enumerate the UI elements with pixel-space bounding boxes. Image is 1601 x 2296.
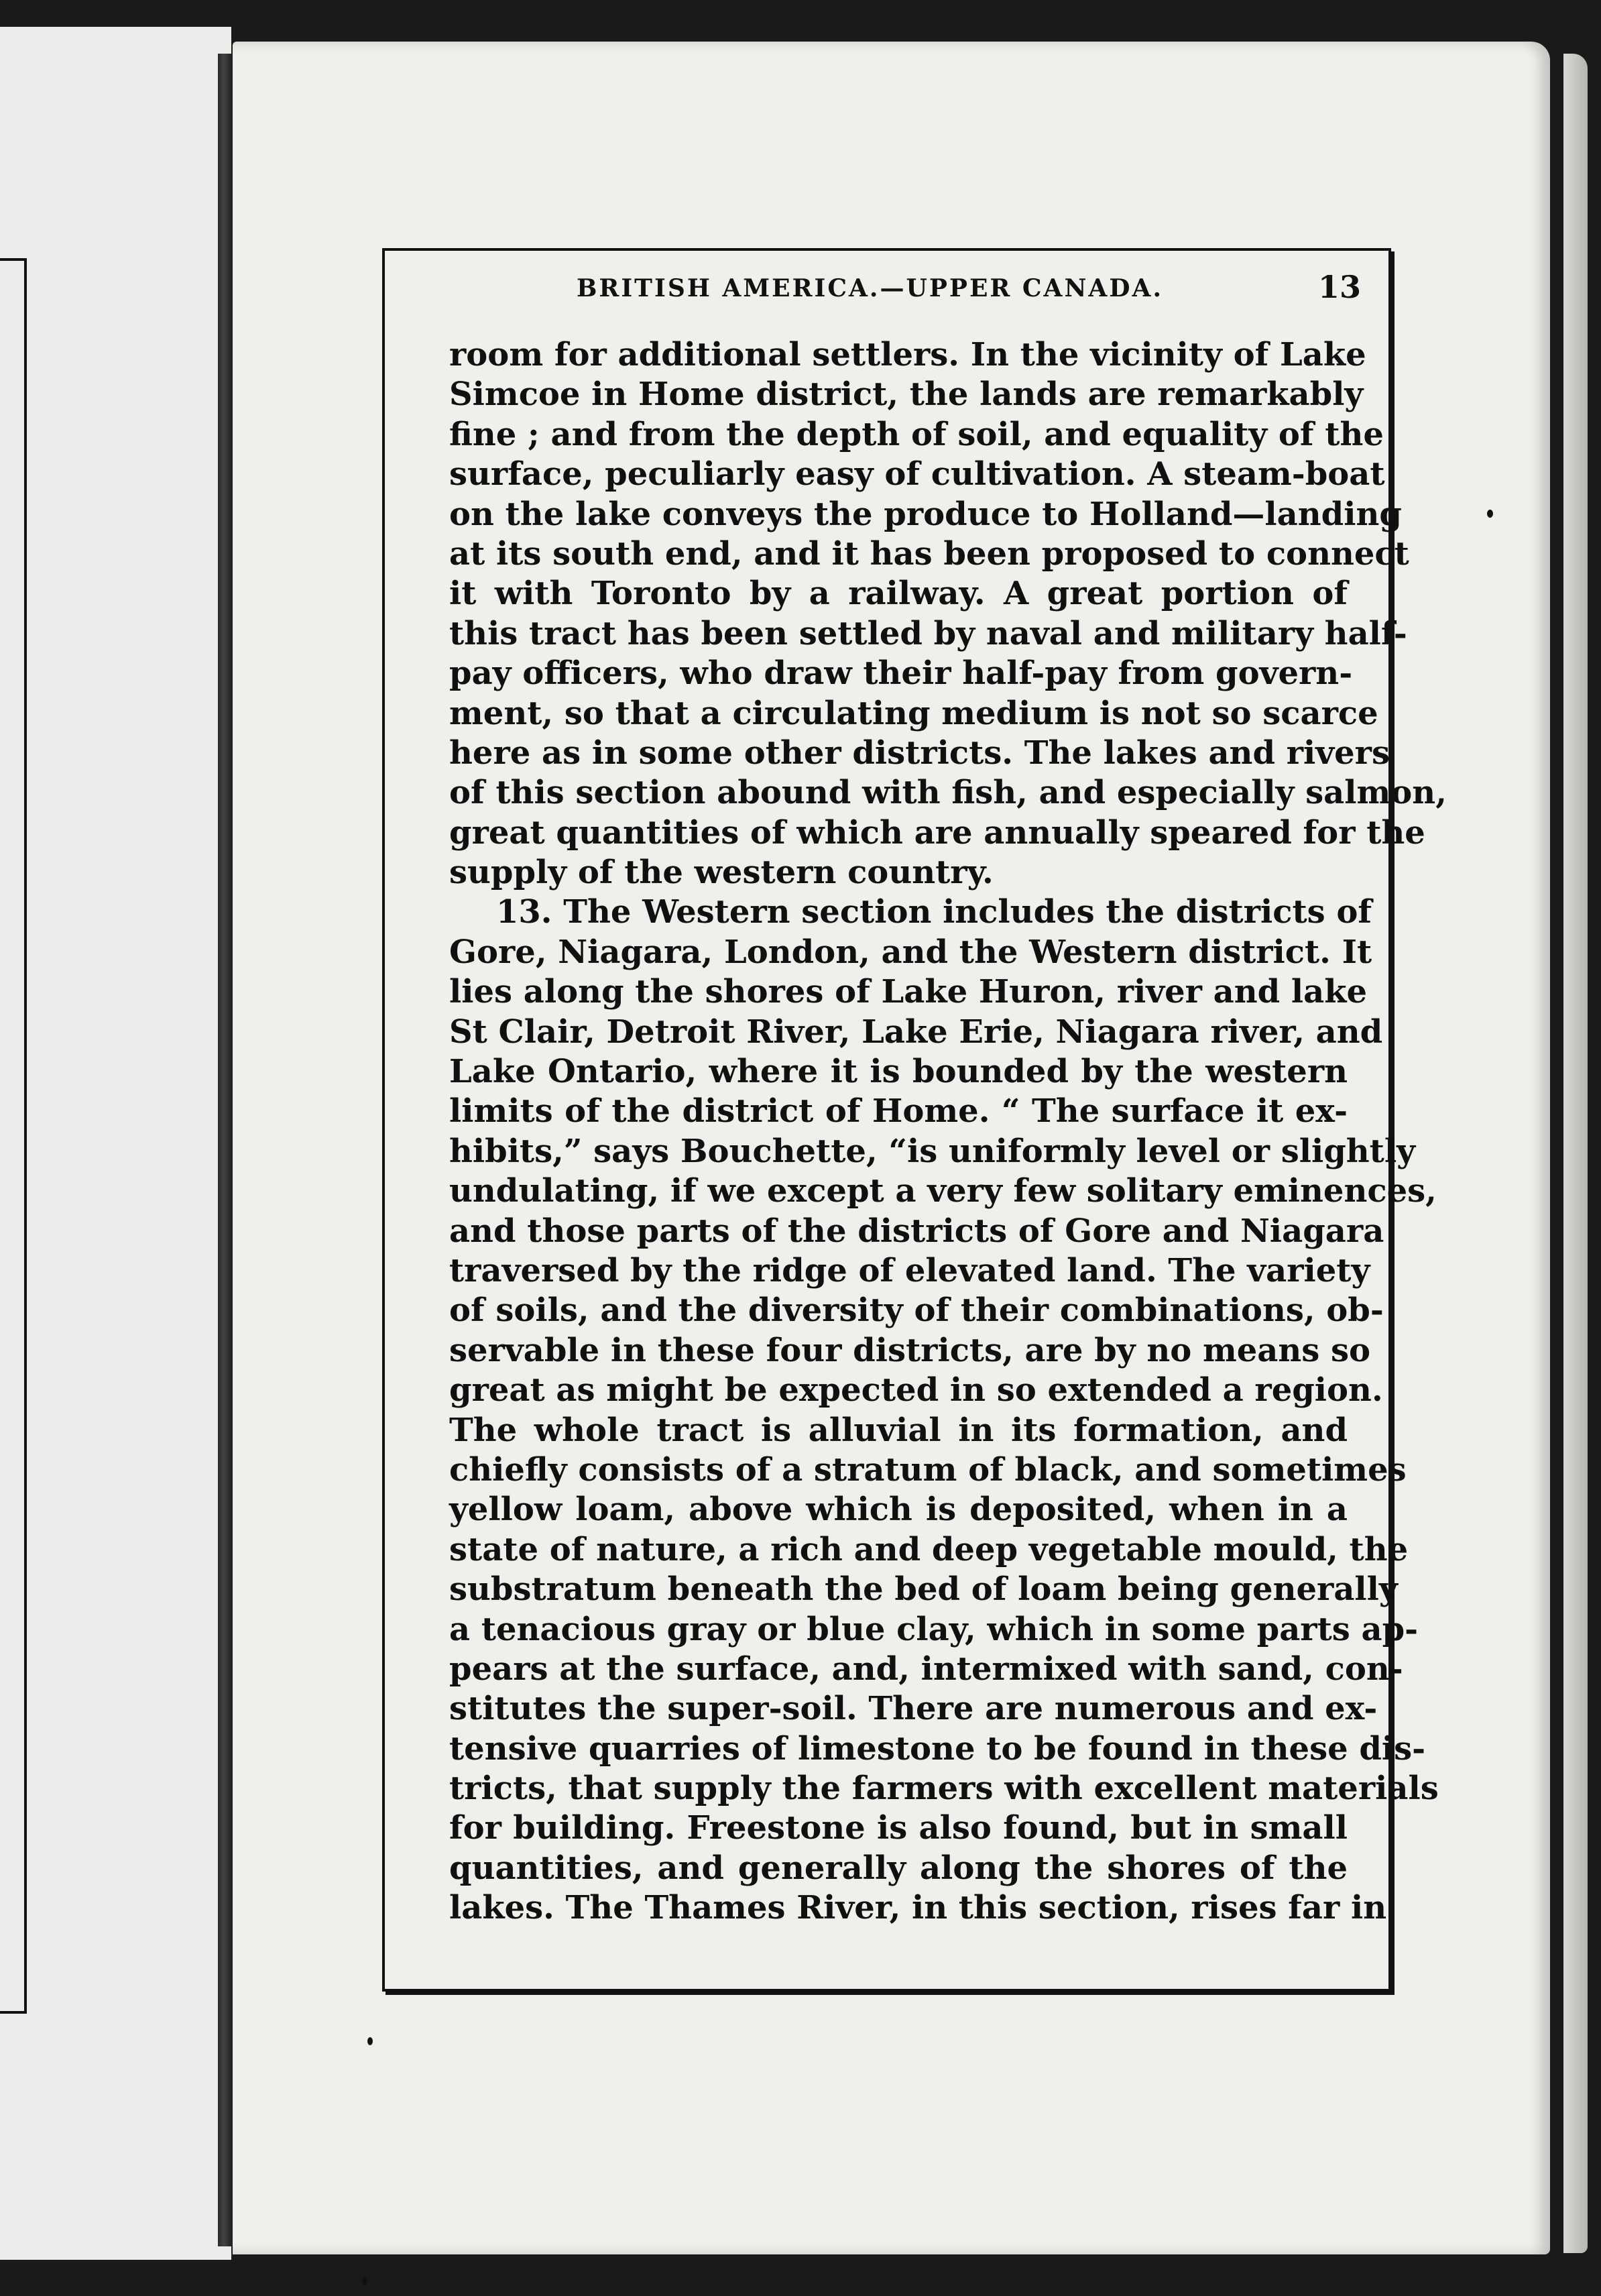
text-line: tricts, that supply the farmers with excellent materials xyxy=(449,1770,1439,1808)
text-line: this tract has been settled by naval and military half- xyxy=(449,614,1407,652)
text-line: Simcoe in Home district, the lands are remarkably xyxy=(449,376,1364,414)
text-line: supply of the western country. xyxy=(449,854,994,892)
text-line: Gore, Niagara, London, and the Western district. It xyxy=(449,933,1372,971)
text-line: quantities, and generally along the shores of the xyxy=(449,1849,1348,1887)
text-line: for building. Freestone is also found, but in small xyxy=(449,1809,1348,1847)
text-line: it with Toronto by a railway. A great portion of xyxy=(449,575,1348,613)
text-line: The whole tract is alluvial in its formation, and xyxy=(449,1411,1348,1449)
left-facing-page xyxy=(0,27,231,2260)
text-line: great quantities of which are annually speared for the xyxy=(449,813,1425,852)
text-line: on the lake conveys the produce to Holland—landing xyxy=(449,495,1402,533)
text-line: a tenacious gray or blue clay, which in some parts ap- xyxy=(449,1610,1419,1648)
text-line: undulating, if we except a very few solitary eminences, xyxy=(449,1172,1437,1210)
running-head-title: BRITISH AMERICA.—UPPER CANADA. xyxy=(577,274,1163,302)
text-line: at its south end, and it has been proposed to connect xyxy=(449,534,1409,573)
text-line: ment, so that a circulating medium is not so scarce xyxy=(449,694,1378,732)
text-line: room for additional settlers. In the vicinity of Lake xyxy=(449,336,1366,374)
book-gutter xyxy=(218,54,233,2246)
text-line: lies along the shores of Lake Huron, river and lake xyxy=(449,973,1368,1011)
text-line: chiefly consists of a stratum of black, and sometimes xyxy=(449,1450,1407,1489)
text-line: tensive quarries of limestone to be found in these dis- xyxy=(449,1729,1426,1768)
left-page-frame xyxy=(0,258,27,2014)
ink-speck xyxy=(367,2037,373,2045)
text-line: of this section abound with fish, and especially salmon, xyxy=(449,774,1447,812)
text-line: fine ; and from the depth of soil, and equality of the xyxy=(449,415,1384,453)
text-line: surface, peculiarly easy of cultivation. A steam-boat xyxy=(449,455,1385,494)
text-line: of soils, and the diversity of their combinations, ob- xyxy=(449,1292,1384,1330)
text-line: state of nature, a rich and deep vegetable mould, the xyxy=(449,1530,1409,1568)
text-line: traversed by the ridge of elevated land. The variety xyxy=(449,1251,1370,1289)
text-line: limits of the district of Home. “ The surface it ex- xyxy=(449,1092,1348,1131)
text-line: Lake Ontario, where it is bounded by the western xyxy=(449,1053,1348,1091)
text-line: St Clair, Detroit River, Lake Erie, Niagara river, and xyxy=(449,1013,1383,1051)
page-edge xyxy=(1563,54,1588,2253)
text-line: and those parts of the districts of Gore and Niagara xyxy=(449,1212,1384,1250)
text-line: pears at the surface, and, intermixed with sand, con- xyxy=(449,1650,1403,1688)
text-line: 13. The Western section includes the districts of xyxy=(496,893,1372,931)
ink-speck xyxy=(362,2277,367,2285)
ink-speck xyxy=(1487,510,1493,518)
text-line: hibits,” says Bouchette, “is uniformly level or slightly xyxy=(449,1132,1415,1170)
text-line: stitutes the super-soil. There are numerous and ex- xyxy=(449,1690,1378,1728)
page-number: 13 xyxy=(1317,269,1361,305)
running-head xyxy=(577,269,1361,312)
body-text xyxy=(449,335,1447,1929)
text-line: here as in some other districts. The lakes and rivers xyxy=(449,734,1390,772)
text-line: yellow loam, above which is deposited, when in a xyxy=(449,1491,1348,1529)
text-line: pay officers, who draw their half-pay from govern- xyxy=(449,654,1353,693)
text-line: lakes. The Thames River, in this section, rises far in xyxy=(449,1889,1387,1927)
text-line: great as might be expected in so extended a region. xyxy=(449,1371,1383,1410)
text-line: servable in these four districts, are by no means so xyxy=(449,1331,1371,1369)
text-line: substratum beneath the bed of loam being generally xyxy=(449,1570,1398,1609)
